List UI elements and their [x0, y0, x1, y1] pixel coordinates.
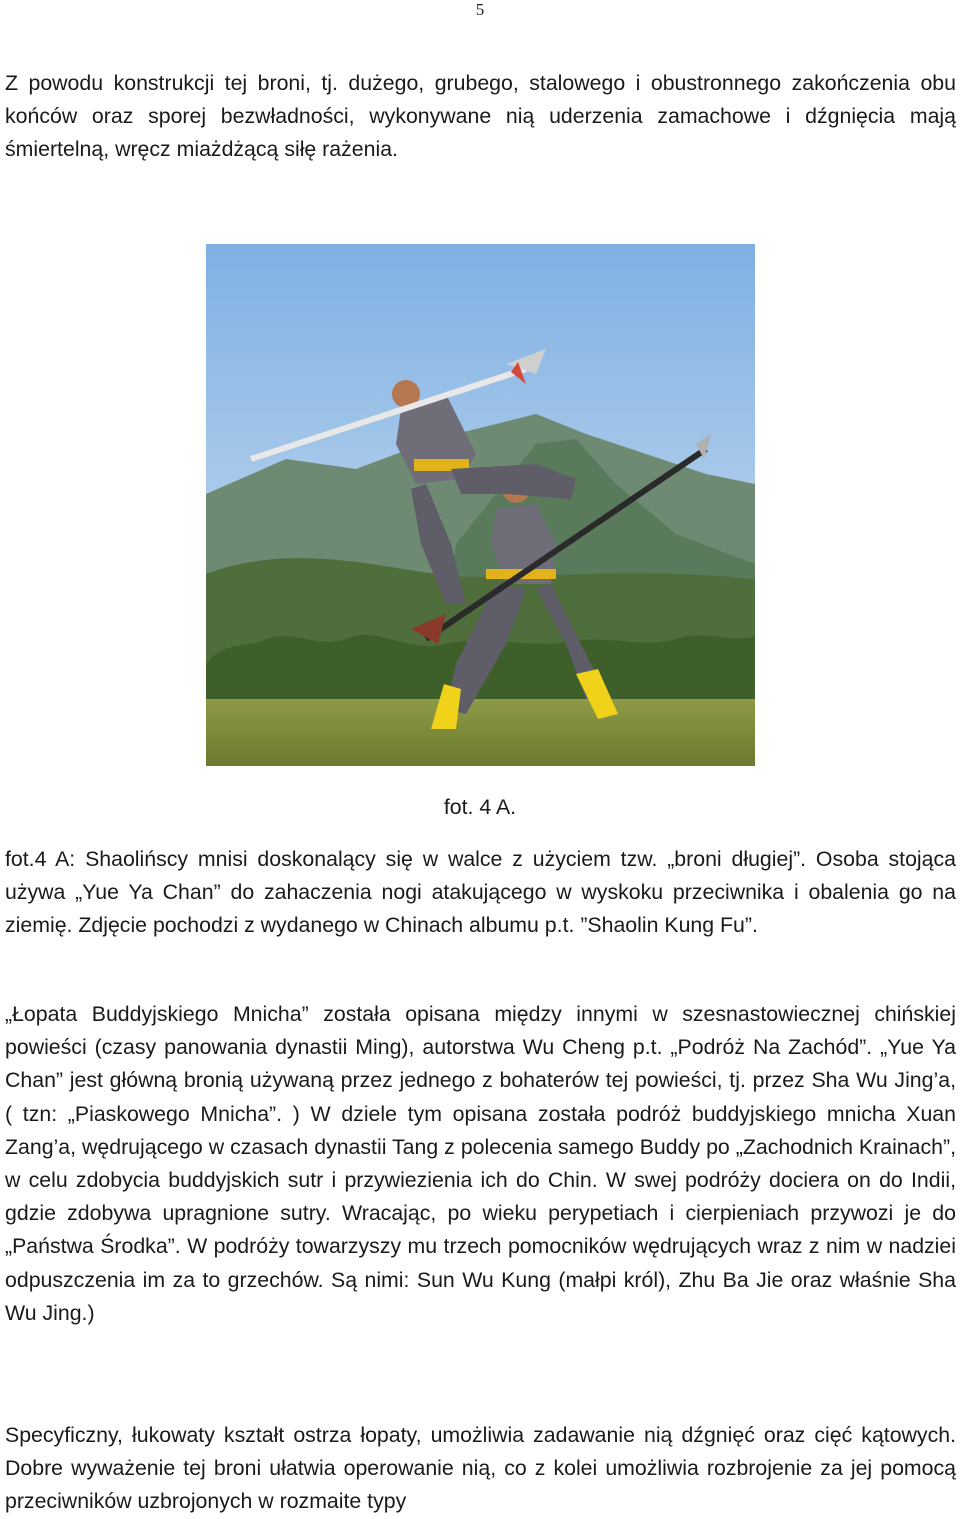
figure-caption: fot.4 A: Shaolińscy mnisi doskonalący się w walce z użyciem tzw. „broni długiej”. Osoba stojąca używa „Yue Ya Chan” do zahaczenia nogi atakującego w wyskoku przeciwnika i obalenia go na ziemię. Zdjęcie pochodzi z wydanego w Chinach albumu p.t. ”Shaolin Kung Fu”.: [5, 847, 956, 938]
photo-illustration: [206, 244, 755, 766]
shaolin-monks-photo: [206, 244, 755, 766]
story-paragraph: „Łopata Buddyjskiego Mnicha” została opisana między innymi w szesnastowiecznej chińskiej powieści (czasy panowania dynastii Ming), autorstwa Wu Cheng p.t. „Podróż Na Zachód”. „Yue Ya Chan” jest główną bronią używaną przez jednego z bohaterów tej powieści, tj. przez Sha Wu Jing’a, ( tzn: „Piaskowego Mnicha”. ) W dziele tym opisana została podróż buddyjskiego mnicha Xuan Zang’a, wędrującego w czasach dynastii Tang z polecenia samego Buddy po „Zachodnich Krainach”, w celu zdobycia buddyjskich sutr i przywiezienia ich do Chin. W swej podróży dociera on do Indii, gdzie zdobywa upragnione sutry. Wracając, po wieku perypetiach i cierpieniach przywozi je do „Państwa Środka”. W podróży towarzyszy mu trzech pomocników wędrujących wraz z nim w nadziei odpuszczenia im za to grzechów. Są nimi: Sun Wu Kung (małpi król), Zhu Ba Jie oraz właśnie Sha Wu Jing.): [5, 1002, 956, 1325]
figure-label: fot. 4 A.: [443, 795, 517, 819]
intro-paragraph: Z powodu konstrukcji tej broni, tj. dużego, grubego, stalowego i obustronnego zakończenia obu końców oraz sporej bezwładności, wykonywane nią uderzenia zamachowe i dźgnięcia mają śmiertelną, wręcz miażdżącą siłę rażenia.: [5, 71, 956, 162]
page-number: 5: [475, 0, 485, 19]
closing-paragraph: Specyficzny, łukowaty kształt ostrza łopaty, umożliwia zadawanie nią dźgnięć oraz cięć kątowych. Dobre wyważenie tej broni ułatwia operowanie nią, co z kolei umożliwia rozbrojenie za jej pomocą przeciwników uzbrojonych w rozmaite typy: [5, 1423, 956, 1514]
photo-ground: [206, 699, 755, 766]
